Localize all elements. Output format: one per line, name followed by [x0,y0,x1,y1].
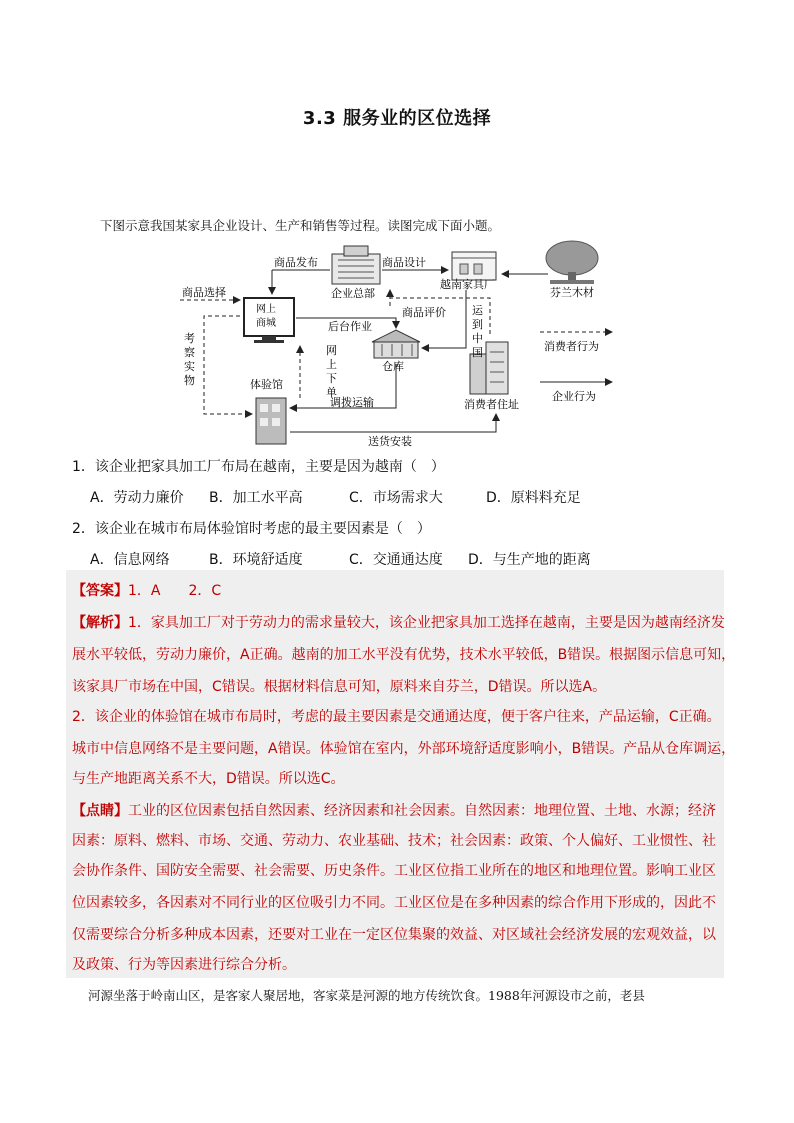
svg-text:察: 察 [184,346,195,359]
label-goods-design: 商品设计 [382,256,426,269]
q1-option-d: D．原料料充足 [486,490,581,506]
label-online-mall-2: 商城 [256,318,276,329]
svg-text:考: 考 [184,332,195,345]
analysis-tag: 【解析】 [72,615,128,631]
svg-text:实: 实 [184,360,195,373]
label-transfer: 调拨运输 [330,396,374,409]
label-experience-hall: 体验馆 [250,378,283,391]
svg-text:下: 下 [326,372,337,385]
arrow-delivery [290,414,496,432]
question-1-stem: 1．该企业把家具加工厂布局在越南，主要是因为越南（ ） [72,459,445,475]
page-title: 3.3 服务业的区位选择 [302,108,492,129]
analysis-line-6: 与生产地距离关系不大，D错误。所以选C。 [72,771,345,787]
svg-text:上: 上 [326,358,337,371]
factory-icon [452,252,496,280]
answer-line [72,580,221,600]
svg-text:国: 国 [472,346,483,359]
svg-text:物: 物 [184,374,195,387]
label-finnish-wood: 芬兰木材 [550,286,594,299]
q2-option-c: C．交通通达度 [349,552,443,568]
label-warehouse: 仓库 [382,360,404,373]
svg-text:单: 单 [326,386,337,399]
tip-line-5: 仅需要综合分析多种成本因素，还要对工业在一定区位集聚的效益、对区域社会经济发展的宏观效益，以 [72,927,716,943]
analysis-line-5: 城市中信息网络不是主要问题，A错误。体验馆在室内，外部环境舒适度影响小，B错误。产品从仓库调运， [72,741,736,757]
tip-tag: 【点睛】 [72,803,128,819]
q1-option-c: C．市场需求大 [349,490,443,506]
analysis-line-1: 【解析】1．家具加工厂对于劳动力的需求量较大，该企业把家具加工选择在越南，主要是因为越南经济发 [72,615,725,631]
label-goods-review: 商品评价 [402,306,446,319]
intro-text: 下图示意我国某家具企业设计、生产和销售等过程。读图完成下面小题。 [100,218,501,233]
tip-line-3: 会协作条件、国防安全需要、社会需要、历史条件。工业区位指工业所在的地区和地理位置。影响工业区 [72,863,716,879]
tip-line-4: 位因素较多，各因素对不同行业的区位吸引力不同。工业区位是在多种因素的综合作用下形成的，因此不 [72,895,716,911]
label-online-mall-1: 网上 [256,304,276,315]
arrow-ship [422,290,466,348]
label-delivery: 送货安装 [368,435,412,448]
label-backend: 后台作业 [328,320,372,333]
hq-building-icon [332,246,380,284]
next-passage-text: 河源坐落于岭南山区，是客家人聚居地，客家菜是河源的地方传统饮食。1988年河源设市之前，老县 [88,988,645,1003]
q2-option-b: B．环境舒适度 [209,552,303,568]
tip-line-1: 【点睛】工业的区位因素包括自然因素、经济因素和社会因素。自然因素：地理位置、土地、水源；经济 [72,803,716,819]
tip-line-6: 及政策、行为等因素进行综合分析。 [72,957,296,973]
q2-option-a: A．信息网络 [90,552,170,568]
answer-tag: 【答案】 [72,583,128,599]
label-consumer-home: 消费者住址 [464,398,519,411]
analysis-line-2: 展水平较低，劳动力廉价，A正确。越南的加工水平没有优势，技术水平较低，B错误。根据图示信息可知， [72,647,736,663]
label-goods-release: 商品发布 [274,256,318,269]
answer-text: 1．A 2．C [128,583,222,599]
q1-option-b: B．加工水平高 [209,490,303,506]
q1-option-a: A．劳动力廉价 [90,490,184,506]
label-hq: 企业总部 [331,287,375,300]
svg-text:到: 到 [472,318,483,331]
tree-icon [546,241,598,284]
legend-enterprise-label: 企业行为 [552,390,596,403]
analysis-line-3: 该家具厂市场在中国，C错误。根据材料信息可知，原料来自芬兰，D错误。所以选A。 [72,679,607,695]
q2-option-d: D．与生产地的距离 [468,552,591,568]
warehouse-icon [372,330,420,358]
label-vn-factory: 越南家具厂 [440,278,495,291]
svg-text:运: 运 [472,304,483,317]
label-goods-select: 商品选择 [182,286,226,299]
tip-line-2: 因素：原料、燃料、市场、交通、劳动力、农业基础、技术；社会因素：政策、个人偏好、工业惯性、社 [72,833,716,849]
analysis-line-4: 2．该企业的体验馆在城市布局时，考虑的最主要因素是交通通达度，便于客户往来，产品运输，C正确。 [72,709,721,725]
svg-text:网: 网 [326,344,337,357]
legend-consumer-label: 消费者行为 [544,340,599,353]
svg-text:中: 中 [472,332,483,345]
furniture-process-diagram [160,238,620,450]
experience-hall-icon [256,398,286,444]
question-2-stem: 2．该企业在城市布局体验馆时考虑的最主要因素是（ ） [72,521,431,537]
